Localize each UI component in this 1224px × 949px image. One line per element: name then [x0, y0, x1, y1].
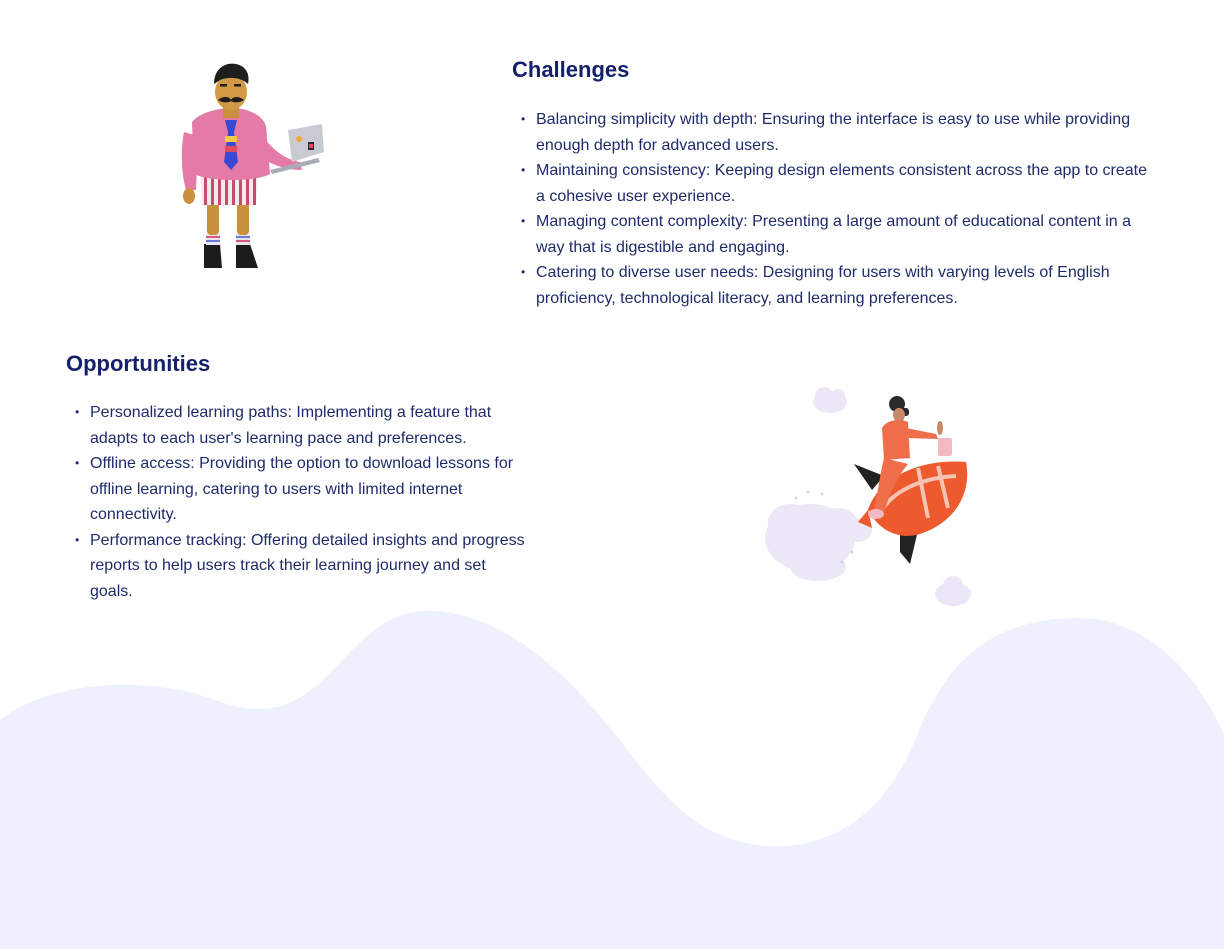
rocket-rider-illustration	[760, 382, 980, 612]
list-item: • Balancing simplicity with depth: Ensuring the interface is easy to use while providing enough depth for advanced users.	[536, 107, 1151, 158]
list-item: • Performance tracking: Offering detailed insights and progress reports to help users track their learning journey and set goals.	[90, 528, 530, 605]
challenges-heading: Challenges	[512, 57, 630, 82]
opportunities-list	[66, 400, 530, 604]
challenges-list	[512, 107, 1151, 311]
opportunities-heading: Opportunities	[66, 351, 211, 376]
list-item: • Personalized learning paths: Implementing a feature that adapts to each user's learning pace and preferences.	[90, 400, 530, 451]
list-item: • Maintaining consistency: Keeping design elements consistent across the app to create a cohesive user experience.	[536, 158, 1151, 209]
list-item: • Managing content complexity: Presenting a large amount of educational content in a way that is digestible and engaging.	[536, 209, 1151, 260]
list-item: • Offline access: Providing the option to download lessons for offline learning, catering to users with limited internet connectivity.	[90, 451, 530, 528]
list-item: • Catering to diverse user needs: Designing for users with varying levels of English proficiency, technological literacy, and learning preferences.	[536, 260, 1151, 311]
man-with-laptop-illustration	[170, 62, 340, 277]
